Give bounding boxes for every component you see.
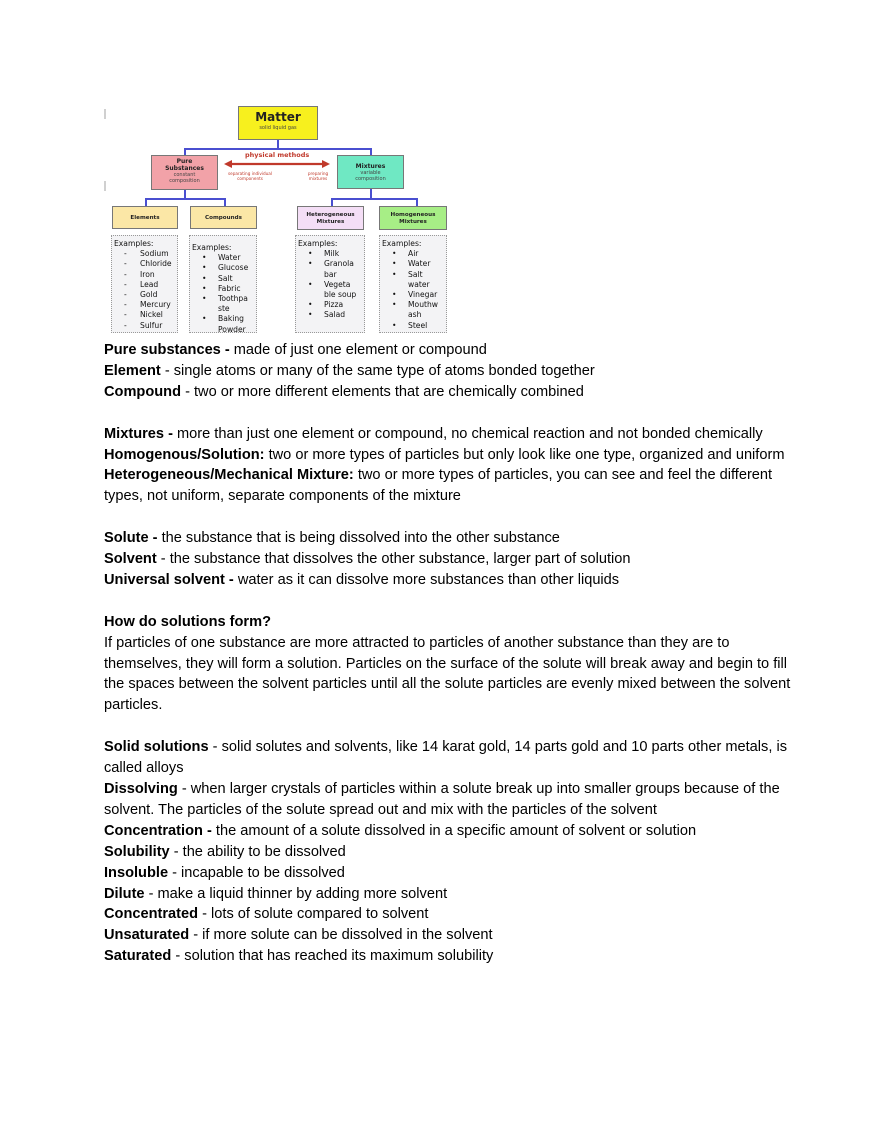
definition-element: Element - single atoms or many of the same type of atoms bonded together (104, 362, 595, 379)
section-heading: How do solutions form? (104, 613, 272, 630)
definition-solvent: Solvent - the substance that dissolves the other substance, larger part of solution (104, 551, 631, 568)
heterogeneous-mixtures-box (297, 206, 364, 230)
definition-saturated: Saturated - solution that has reached its maximum solubility (104, 948, 494, 965)
mixtures-box (337, 155, 404, 189)
example-item: • Mouthw ash (392, 300, 439, 320)
definition-heterogeneous: Heterogeneous/Mechanical Mixture: two or more types of particles, you can see and feel the different types, not uniform, separate components of the mixture (104, 467, 773, 505)
example-item: • Vinegar (392, 290, 438, 300)
example-item: • Salt (202, 273, 233, 283)
examples-label: Examples: (382, 239, 422, 248)
definition-mixtures: Mixtures - more than just one element or compound, no chemical reaction and not bonded chemically (104, 425, 763, 442)
compounds-title: Compounds (205, 215, 242, 221)
elements-box (112, 206, 178, 229)
definition-solubility: Solubility - the ability to be dissolved (104, 843, 346, 860)
connector (370, 148, 372, 155)
example-item: • Fabric (202, 283, 241, 293)
definition-pure-substances: Pure substances - made of just one element or compound (104, 342, 487, 358)
definition-unsaturated: Unsaturated - if more solute can be dissolved in the solvent (104, 927, 493, 944)
example-item: • Milk (308, 249, 340, 259)
example-item: • Water (392, 259, 431, 269)
pure-substances-box (151, 155, 218, 190)
matter-subtitle: solid liquid gas (259, 125, 297, 131)
connector (331, 198, 417, 200)
mixtures-title: Mixtures (355, 163, 386, 170)
example-item: • Glucose (202, 263, 249, 273)
example-item: - Mercury (124, 300, 171, 310)
example-item: • Vegeta ble soup (308, 279, 357, 300)
examples-label: Examples: (298, 239, 338, 248)
connector (184, 148, 370, 150)
matter-box (238, 106, 318, 140)
example-item: - Sulfur (124, 320, 163, 330)
section-body: If particles of one substance are more attracted to particles of another substance than they are to themselves, they will form a solution. Particles on the surface of the solute will break away and begin to fill the spaces between the solvent particles until all the solute particles are evenly mixed between the solvent particles. (104, 634, 791, 714)
example-item: - Chloride (124, 259, 172, 269)
connector (331, 198, 333, 206)
definition-dissolving: Dissolving - when larger crystals of particles within a solute break up into smaller groups because of the solvent. The particles of the solute spread out and mix with the particles of the solvent (104, 780, 780, 818)
margin-mark (104, 109, 106, 119)
example-item: • Air (392, 249, 419, 259)
pure-substances-title: Pure Substances (165, 158, 204, 172)
definition-universal-solvent: Universal solvent - water as it can dissolve more substances than other liquids (104, 571, 620, 588)
example-item: - Nickel (124, 310, 163, 320)
definition-compound: Compound - two or more different elements that are chemically combined (104, 383, 584, 400)
example-item: • Baking Powder (202, 314, 246, 333)
definition-homogenous: Homogenous/Solution: two or more types of particles but only look like one type, organized and uniform (104, 446, 785, 463)
connector (145, 198, 147, 206)
matter-classification-diagram (100, 100, 460, 336)
connector (184, 148, 186, 155)
example-item: • Salt water (392, 269, 430, 289)
connector (416, 198, 418, 206)
heterogeneous-examples (295, 235, 365, 333)
example-item: • Granola bar (308, 259, 354, 279)
pure-substances-subtitle: constant composition (169, 172, 200, 184)
preparing-note: preparing mixtures (307, 171, 329, 181)
matter-title: Matter (255, 110, 301, 124)
example-item: - Iron (124, 269, 155, 279)
connector (145, 198, 225, 200)
separating-note: separating individual components (227, 171, 273, 181)
notes-body (104, 340, 794, 967)
compounds-box (190, 206, 257, 229)
definition-solid-solutions: Solid solutions - solid solutes and solvents, like 14 karat gold, 14 parts gold and 10 parts other metals, is called alloys (104, 739, 787, 777)
heterogeneous-title: Heterogeneous Mixtures (306, 212, 355, 225)
margin-mark (104, 181, 106, 191)
example-item: - Sodium (124, 249, 169, 259)
examples-label: Examples: (114, 239, 154, 248)
homogeneous-mixtures-box (379, 206, 447, 230)
elements-title: Elements (130, 215, 160, 221)
connector (224, 198, 226, 206)
example-item: - Gold (124, 290, 158, 300)
mixtures-subtitle: variable composition (355, 170, 386, 182)
physical-methods-label: physical methods (245, 151, 310, 159)
definition-insoluble: Insoluble - incapable to be dissolved (104, 864, 345, 881)
example-item: • Water (202, 253, 241, 263)
homogeneous-examples (379, 235, 447, 333)
definition-concentration: Concentration - the amount of a solute dissolved in a specific amount of solvent or solution (104, 822, 697, 839)
definition-concentrated: Concentrated - lots of solute compared to solvent (104, 906, 429, 923)
compounds-examples (189, 235, 257, 333)
example-item: • Salad (308, 310, 346, 320)
example-item: • Steel (392, 320, 428, 330)
definition-dilute: Dilute - make a liquid thinner by adding more solvent (104, 885, 448, 902)
double-arrow-icon (224, 159, 330, 169)
examples-label: Examples: (192, 243, 232, 252)
elements-examples (111, 235, 178, 333)
example-item: - Lead (124, 279, 159, 289)
example-item: • Toothpa ste (202, 294, 248, 314)
definition-solute: Solute - the substance that is being dissolved into the other substance (104, 530, 560, 547)
homogeneous-title: Homogeneous Mixtures (390, 212, 436, 225)
example-item: • Pizza (308, 300, 344, 310)
